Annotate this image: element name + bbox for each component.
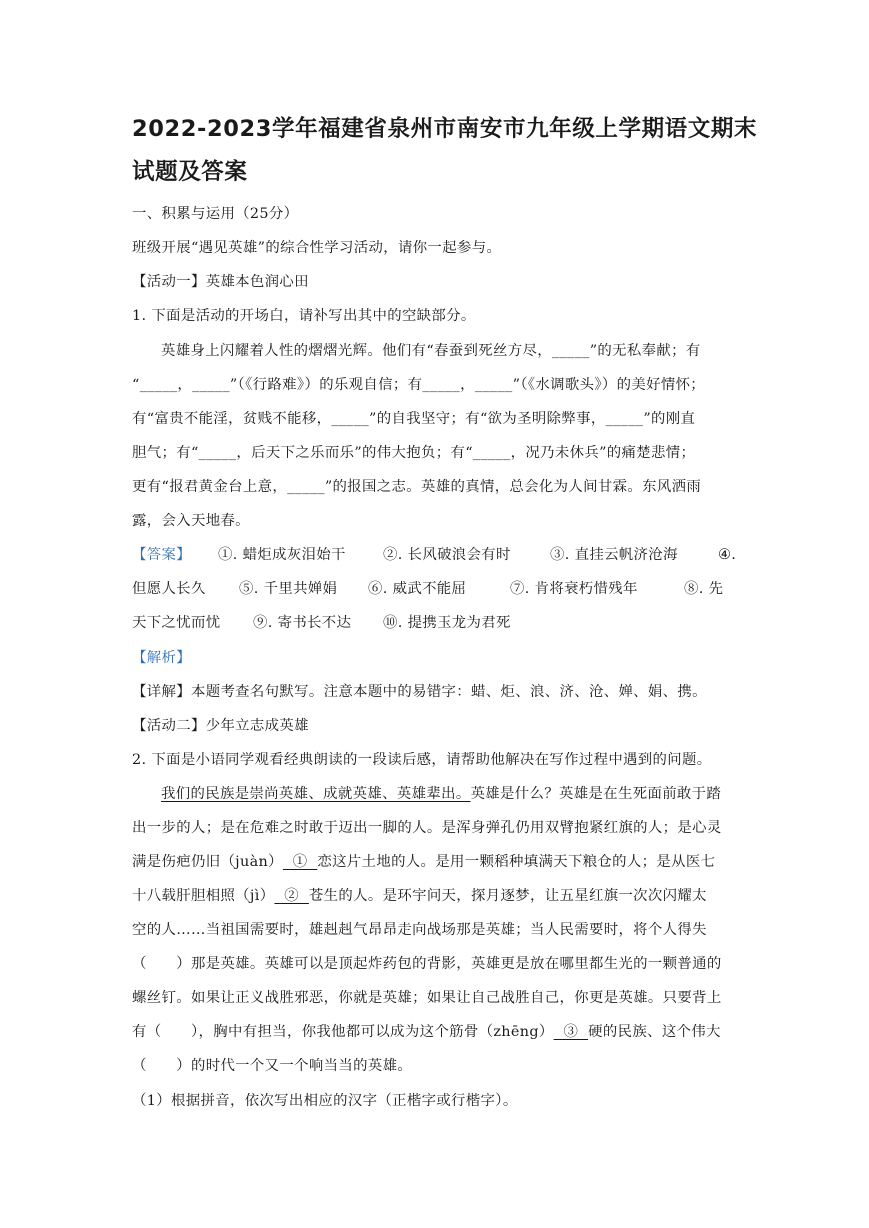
q1-paragraph-line: 更有“报君黄金台上意，_____”的报国之志。英雄的真情，总会化为人间甘霖。东风洒雨 [132,479,702,495]
q1-paragraph-line: 英雄身上闪耀着人性的熠熠光辉。他们有“春蚕到死丝方尽，_____”的无私奉献；有 [161,343,701,359]
answer-item: 但愿人长久 [132,581,206,597]
q1-answer-line [132,579,723,599]
q1-answer-line [132,545,736,565]
q2-paragraph-line: （ ）的时代一个又一个响当当的英雄。 [132,1058,413,1074]
paragraph-text: 硬的民族、这个伟大 [588,1024,721,1040]
blank-2: ② [274,888,309,904]
analysis-label: 【解析】 [132,650,191,666]
section-heading: 一、积累与运用（25分） [132,206,299,222]
q1-paragraph-line: 露，会入天地春。 [132,513,250,529]
q2-paragraph-line [132,886,707,906]
answer-item: ③. 直挂云帆济沧海 [550,547,678,563]
paragraph-text: 十八载肝胆相照（jì） [132,888,275,904]
paragraph-text: 英雄是什么？英雄是在生死面前敢于踏 [470,786,722,802]
q1-paragraph-line: 有“富贵不能淫，贫贱不能移，_____”的自我坚守；有“欲为圣明除弊事，_____”的刚直 [132,411,696,427]
paragraph-text: 满是伤疤仍旧（juàn） [132,854,283,870]
q2-stem: 2. 下面是小语同学观看经典朗读的一段读后感，请帮助他解决在写作过程中遇到的问题。 [132,752,712,768]
activity1-heading: 【活动一】英雄本色润心田 [132,274,309,290]
q2-paragraph-line: 空的人……当祖国需要时，雄赳赳气昂昂走向战场那是英雄；当人民需要时，将个人得失 [132,922,707,938]
answer-item: ④. [718,547,737,563]
document-title-line2: 试题及答案 [132,159,248,185]
answer-item: 天下之忧而忧 [132,615,221,631]
q1-detail: 【详解】本题考查名句默写。注意本题中的易错字：蜡、炬、浪、济、沧、婵、娟、携。 [132,684,707,700]
activity2-heading: 【活动二】少年立志成英雄 [132,718,309,734]
underlined-sentence: 我们的民族是崇尚英雄、成就英雄、英雄辈出。 [161,786,471,802]
q1-stem: 1. 下面是活动的开场白，请补写出其中的空缺部分。 [132,308,476,324]
answer-item: ⑥. 威武不能屈 [368,581,467,597]
document-title-line1: 2022-2023学年福建省泉州市南安市九年级上学期语文期末 [132,116,758,142]
q2-paragraph-line [132,1022,721,1042]
answer-item: ⑩. 提携玉龙为君死 [383,615,511,631]
blank-1: ① [282,854,318,870]
paragraph-text: 有（ ），胸中有担当，你我他都可以成为这个筋骨（zhēng） [132,1024,554,1040]
answer-item: ⑨. 寄书长不达 [253,615,352,631]
blank-3: ③ [553,1024,589,1040]
paragraph-text: 苍生的人。是环宇问天，探月逐梦，让五星红旗一次次闪耀太 [308,888,707,904]
answer-item: ②. 长风破浪会有时 [383,547,511,563]
q2-paragraph-line [161,784,721,804]
paragraph-text: 恋这片土地的人。是用一颗稻种填满天下粮仓的人；是从医七 [317,854,716,870]
q2-paragraph-line: 出一步的人；是在危难之时敢于迈出一脚的人。是浑身弹孔仍用双臂抱紧红旗的人；是心灵 [132,820,722,836]
answer-item: ⑧. 先 [684,581,724,597]
intro-text: 班级开展“遇见英雄”的综合性学习活动，请你一起参与。 [132,240,502,256]
q1-answer-line [132,613,511,633]
q1-paragraph-line: “_____，_____”（《行路难》）的乐观自信；有_____，_____”（《水调歌头》）的美好情怀； [132,377,706,393]
answer-item: ①. 蜡炬成灰泪始干 [218,547,346,563]
q2-paragraph-line: （ ）那是英雄。英雄可以是顶起炸药包的背影，英雄更是放在哪里都生光的一颗普通的 [132,956,722,972]
answer-label: 【答案】 [132,547,191,563]
q2-subquestion-1: （1）根据拼音，依次写出相应的汉字（正楷字或行楷字）。 [132,1093,518,1109]
answer-item: ⑦. 肯将衰朽惜残年 [510,581,638,597]
q2-paragraph-line: 螺丝钉。如果让正义战胜邪恶，你就是英雄；如果让自己战胜自己，你更是英雄。只要背上 [132,990,722,1006]
answer-item: ⑤. 千里共婵娟 [239,581,338,597]
q2-paragraph-line [132,852,715,872]
q1-paragraph-line: 胆气；有“_____，后天下之乐而乐”的伟大抱负；有“_____，况乃未休兵”的痛楚悲情； [132,445,696,461]
